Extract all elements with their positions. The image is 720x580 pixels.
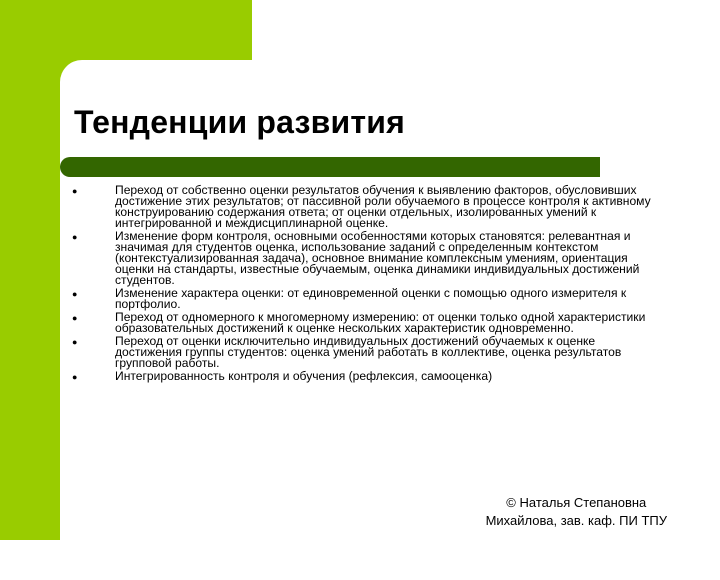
list-item: [72, 312, 662, 334]
bullet-icon: ●: [72, 186, 78, 196]
list-item-text: Переход от одномерного к многомерному измерению: от оценки только одной характеристики образовательных достижений к оценке нескольких характеристик одновременно.: [115, 310, 646, 335]
copyright-note: [486, 494, 667, 530]
list-item: [72, 371, 662, 383]
list-item-text: Переход от собственно оценки результатов обучения к выявлению факторов, обусловивших достижение этих результатов; от пассивной роли обучаемого в процессе контроля к активному конструированию содержания ответа; от оценки отдельных, изолированных умений к интегрированной и междисциплинарной оценке.: [115, 183, 651, 230]
list-item-text: Изменение форм контроля, основными особенностями которых становятся: релевантная и значимая для студентов оценка, использование заданий с определенным контекстом (контекстуализированная задача), основное внимание комплексным умениям, ориентация оценки на стандарты, известные обучаемым, оценка динамики индивидуальных достижений студентов.: [115, 229, 640, 287]
bullet-icon: ●: [72, 232, 78, 242]
decorative-green-side: [0, 0, 60, 540]
list-item: [72, 336, 662, 369]
list-item-text: Переход от оценки исключительно индивидуальных достижений обучаемых к оценке достижения группы студентов: оценка умений работать в коллективе, оценка результатов групповой работы.: [115, 334, 622, 370]
bullet-icon: ●: [72, 337, 78, 347]
bullet-icon: ●: [72, 289, 78, 299]
copyright-line-1: © Наталья Степановна: [506, 495, 647, 510]
bullet-icon: ●: [72, 313, 78, 323]
list-item: [72, 231, 662, 286]
copyright-line-2: Михайлова, зав. каф. ПИ ТПУ: [485, 513, 667, 528]
slide-title: Тенденции развития: [74, 104, 406, 140]
list-item-text: Изменение характера оценки: от единовременной оценки с помощью одного измерителя к портфолио.: [115, 286, 627, 311]
bullet-list: [72, 185, 662, 383]
list-item-text: Интегрированность контроля и обучения (рефлексия, самооценка): [115, 369, 493, 383]
list-item: [72, 185, 662, 229]
title-underline-bar: [60, 157, 600, 177]
bullet-icon: ●: [72, 372, 78, 382]
list-item: [72, 288, 662, 310]
